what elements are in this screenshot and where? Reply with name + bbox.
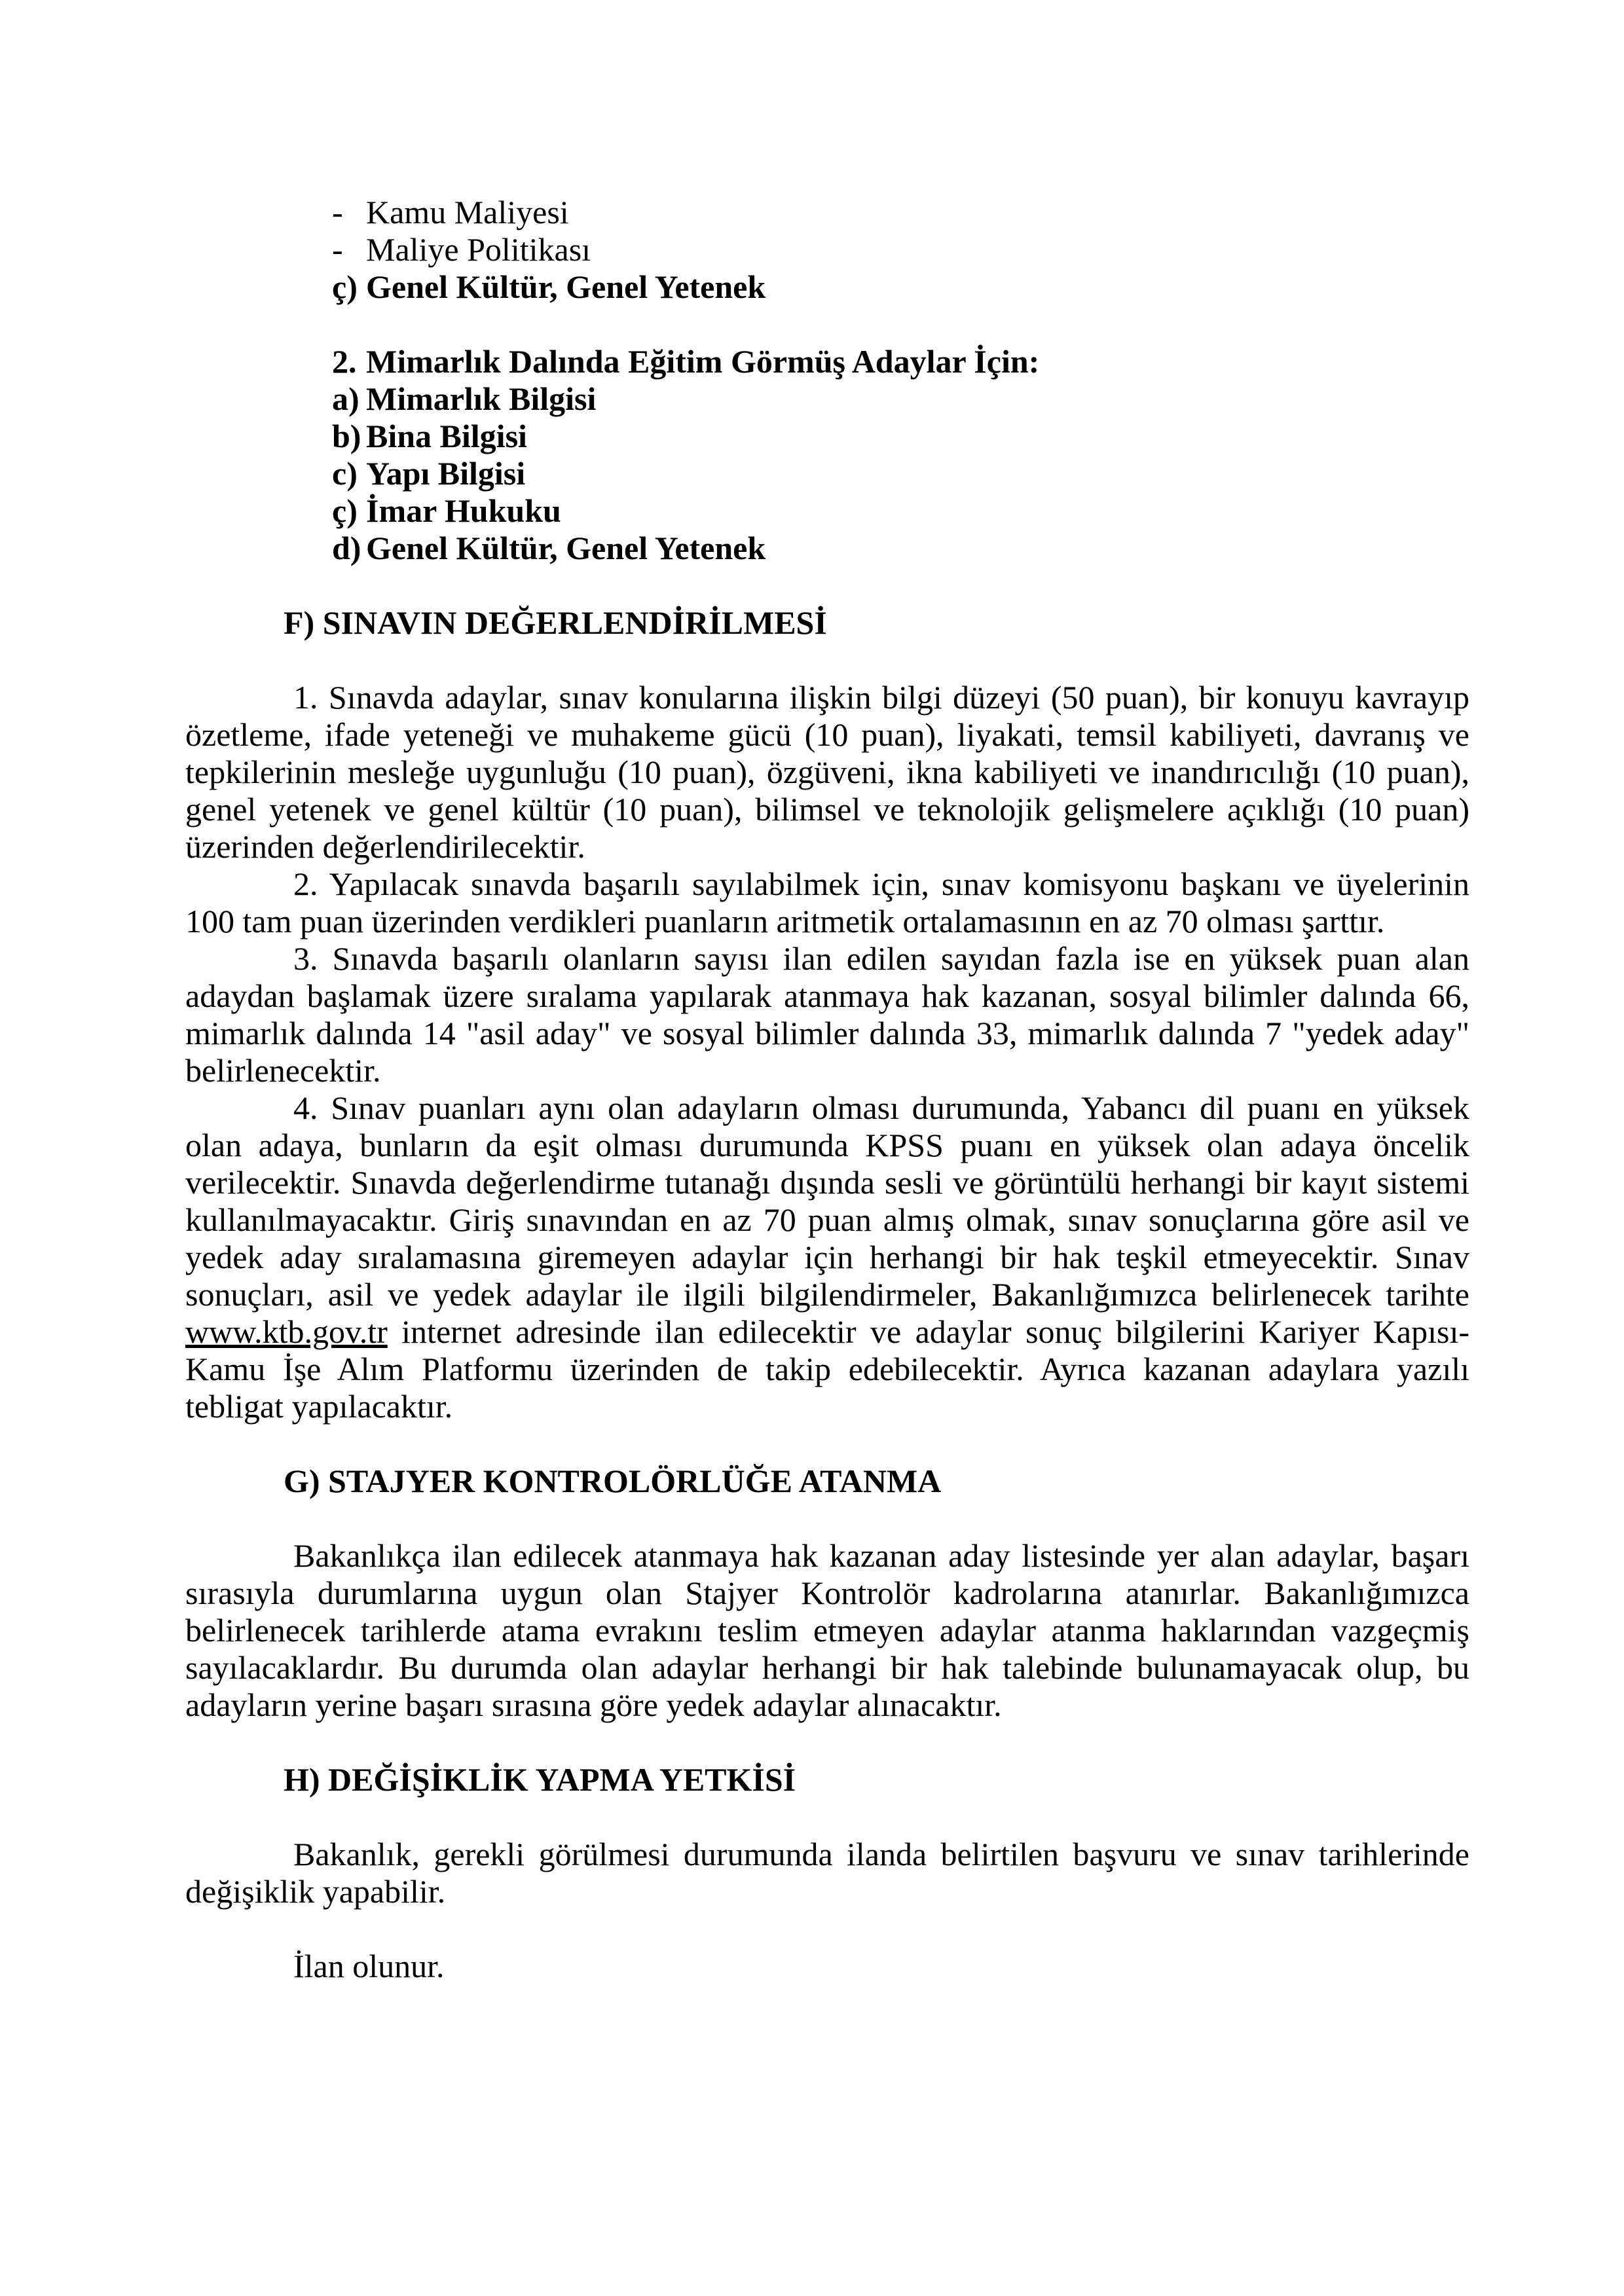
list-item-text: Genel Kültür, Genel Yetenek: [366, 268, 766, 305]
list-item-marker: -: [332, 194, 343, 230]
paragraph-4-text-after-link: internet adresinde ilan edilecektir ve adaylar sonuç bilgilerini Kariyer Kapısı-Kamu İşe Alım Platformu üzerinden de takip edebilecektir. Ayrıca kazanan adaylara yazılı tebligat yapılacaktır.: [185, 1313, 1469, 1425]
list-item: [332, 380, 1469, 418]
ktb-website-url: www.ktb.gov.tr: [185, 1313, 388, 1350]
blank-line: [185, 1500, 1469, 1537]
list-item: [332, 268, 1469, 306]
list-item-text: Mimarlık Bilgisi: [366, 380, 597, 417]
list-item-marker: b): [332, 418, 361, 454]
blank-line: [185, 306, 1469, 343]
list-item-marker: 2.: [332, 343, 357, 380]
section-f-heading: F) SINAVIN DEĞERLENDİRİLMESİ: [284, 604, 827, 641]
list-item-text: Yapı Bilgisi: [366, 455, 526, 492]
blank-line: [185, 567, 1469, 604]
list-item-marker: ç): [332, 492, 358, 529]
list-item-marker: -: [332, 231, 343, 268]
list-item: [332, 455, 1469, 492]
list-item-text: Bina Bilgisi: [366, 418, 527, 454]
section-g-paragraph: Bakanlıkça ilan edilecek atanmaya hak kazanan aday listesinde yer alan adaylar, başarı sırasıyla durumlarına uygun olan Stajyer Kontrolör kadrolarına atanırlar. Bakanlığımızca belirlenecek tarihlerde atama evrakını teslim etmeyen adaylar atanma haklarından vazgeçmiş sayılacaklardır. Bu durumda olan adaylar herhangi bir hak talebinde bulunamayacak olup, bu adayların yerine başarı sırasına göre yedek adaylar alınacaktır.: [185, 1537, 1469, 1723]
blank-line: [185, 1910, 1469, 1948]
paragraph-4-text-before-link: 4. Sınav puanları aynı olan adayların olması durumunda, Yabancı dil puanı en yüksek olan adaya, bunların da eşit olması durumunda KPSS puanı en yüksek olan adaya öncelik verilecektir. Sınavda değerlendirme tutanağı dışında sesli ve görüntülü herhangi bir kayıt sistemi kullanılmayacaktır. Giriş sınavından en az 70 puan almış olmak, sınav sonuçlarına göre asil ve yedek aday sıralamasına giremeyen adaylar için herhangi bir hak teşkil etmeyecektir. Sınav sonuçları, asil ve yedek adaylar ile ilgili bilgilendirmeler, Bakanlığımızca belirlenecek tarihte: [185, 1089, 1469, 1313]
social-sciences-subject-list: [332, 194, 1469, 306]
list-item: [332, 418, 1469, 455]
list-item-marker: a): [332, 380, 360, 417]
closing-line: İlan olunur.: [293, 1948, 445, 1984]
document-body: [185, 194, 1469, 1985]
section-f-paragraph-3: 3. Sınavda başarılı olanların sayısı ilan edilen sayıdan fazla ise en yüksek puan alan adaydan başlamak üzere sıralama yapılarak atanmaya hak kazanan, sosyal bilimler dalında 66, mimarlık dalında 14 "asil aday" ve sosyal bilimler dalında 33, mimarlık dalında 7 "yedek aday" belirlenecektir.: [185, 940, 1469, 1089]
list-item: [332, 194, 1469, 231]
blank-line: [185, 1798, 1469, 1836]
section-h-heading: H) DEĞİŞİKLİK YAPMA YETKİSİ: [284, 1761, 796, 1798]
list-item-text: Kamu Maliyesi: [366, 194, 569, 230]
list-item: [332, 231, 1469, 268]
list-item-text: Maliye Politikası: [366, 231, 591, 268]
architecture-subject-list: [332, 343, 1469, 567]
list-item-marker: ç): [332, 268, 358, 305]
section-f-paragraph-2: 2. Yapılacak sınavda başarılı sayılabilmek için, sınav komisyonu başkanı ve üyelerinin 100 tam puan üzerinden verdikleri puanların aritmetik ortalamasının en az 70 olması şarttır.: [185, 866, 1469, 939]
blank-line: [185, 1425, 1469, 1463]
section-h-paragraph: Bakanlık, gerekli görülmesi durumunda ilanda belirtilen başvuru ve sınav tarihlerinde değişiklik yapabilir.: [185, 1836, 1469, 1910]
list-item-marker: d): [332, 530, 361, 566]
blank-line: [185, 642, 1469, 679]
list-heading-text: Mimarlık Dalında Eğitim Görmüş Adaylar İçin:: [366, 343, 1040, 380]
section-f-paragraph-4: [185, 1089, 1469, 1425]
list-item-text: İmar Hukuku: [366, 492, 561, 529]
list-item-marker: c): [332, 455, 358, 492]
architecture-list-heading: [332, 343, 1469, 380]
list-item: [332, 530, 1469, 567]
list-item: [332, 492, 1469, 530]
list-item-text: Genel Kültür, Genel Yetenek: [366, 530, 766, 566]
blank-line: [185, 1724, 1469, 1761]
section-f-paragraph-1: 1. Sınavda adaylar, sınav konularına ilişkin bilgi düzeyi (50 puan), bir konuyu kavrayıp özetleme, ifade yeteneği ve muhakeme gücü (10 puan), liyakati, temsil kabiliyeti, davranış ve tepkilerinin mesleğe uygunluğu (10 puan), özgüveni, ikna kabiliyeti ve inandırıcılığı (10 puan), genel yetenek ve genel kültür (10 puan), bilimsel ve teknolojik gelişmelere açıklığı (10 puan) üzerinden değerlendirilecektir.: [185, 679, 1469, 865]
section-g-heading: G) STAJYER KONTROLÖRLÜĞE ATANMA: [284, 1463, 942, 1499]
